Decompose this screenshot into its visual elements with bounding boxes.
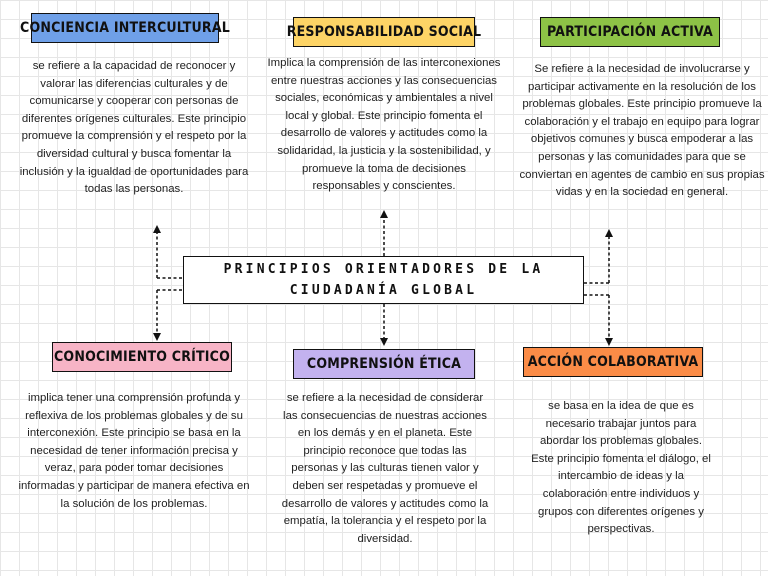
description-conciencia-intercultural: se refiere a la capacidad de reconocer y valorar las diferencias culturales y de comunicarse y cooperar con personas de diferentes orígenes culturales. Este principio promueve la comprensión y el respeto por la diversidad cultural y busca fomentar la inclusión y la igualdad de oportunidades para todas las personas.: [19, 60, 249, 196]
central-topic: [183, 256, 584, 304]
description-participacion-activa: Se refiere a la necesidad de involucrarse y participar activamente en la resolución de los problemas globales. Este principio promueve la colaboración y el trabajo en equipo para lograr objetivos comunes y busca empoderar a las personas y las comunidades para que se conviertan en agentes de cambio en sus propias vidas y en la sociedad en general.: [519, 63, 765, 199]
title-comprension-etica: COMPRENSIÓN ÉTICA: [293, 349, 475, 379]
description-accion-colaborativa: se basa en la idea de que es necesario trabajar juntos para abordar los problemas globales. Este principio fomenta el diálogo, el intercambio de ideas y la colaboración entre individuos y grupos con diferentes orígenes y perspectivas.: [531, 400, 711, 536]
central-title: PRINCIPIOS ORIENTADORES DE LA CIUDADANÍA GLOBAL: [223, 262, 544, 298]
title-accion-colaborativa: ACCIÓN COLABORATIVA: [523, 347, 703, 377]
title-conciencia-intercultural: CONCIENCIA INTERCULTURAL: [31, 13, 219, 43]
description-comprension-etica: se refiere a la necesidad de considerar las consecuencias de nuestras acciones en los demás y en el planeta. Este principio reconoce que todas las personas y las culturas tienen valor y deben ser respetadas y promueve el desarrollo de valores y actitudes como la empatía, la tolerancia y el respeto por la diversidad.: [281, 392, 489, 545]
description-responsabilidad-social: Implica la comprensión de las interconexiones entre nuestras acciones y las consecuencias sociales, económicas y ambientales a nivel local y global. Este principio fomenta el desarrollo de valores y actitudes como la solidaridad, la justicia y la sostenibilidad, y promueve la toma de decisiones responsables y conscientes.: [267, 57, 501, 193]
title-conocimiento-critico: CONOCIMIENTO CRÍTICO: [52, 342, 232, 372]
title-participacion-activa: PARTICIPACIÓN ACTIVA: [540, 17, 720, 47]
description-conocimiento-critico: implica tener una comprensión profunda y reflexiva de los problemas globales y de su interconexión. Este principio se basa en la necesidad de tener información precisa y veraz, para poder tomar decisiones informadas y participar de manera efectiva en la solución de los problemas.: [18, 392, 250, 510]
title-responsabilidad-social: RESPONSABILIDAD SOCIAL: [293, 17, 475, 47]
